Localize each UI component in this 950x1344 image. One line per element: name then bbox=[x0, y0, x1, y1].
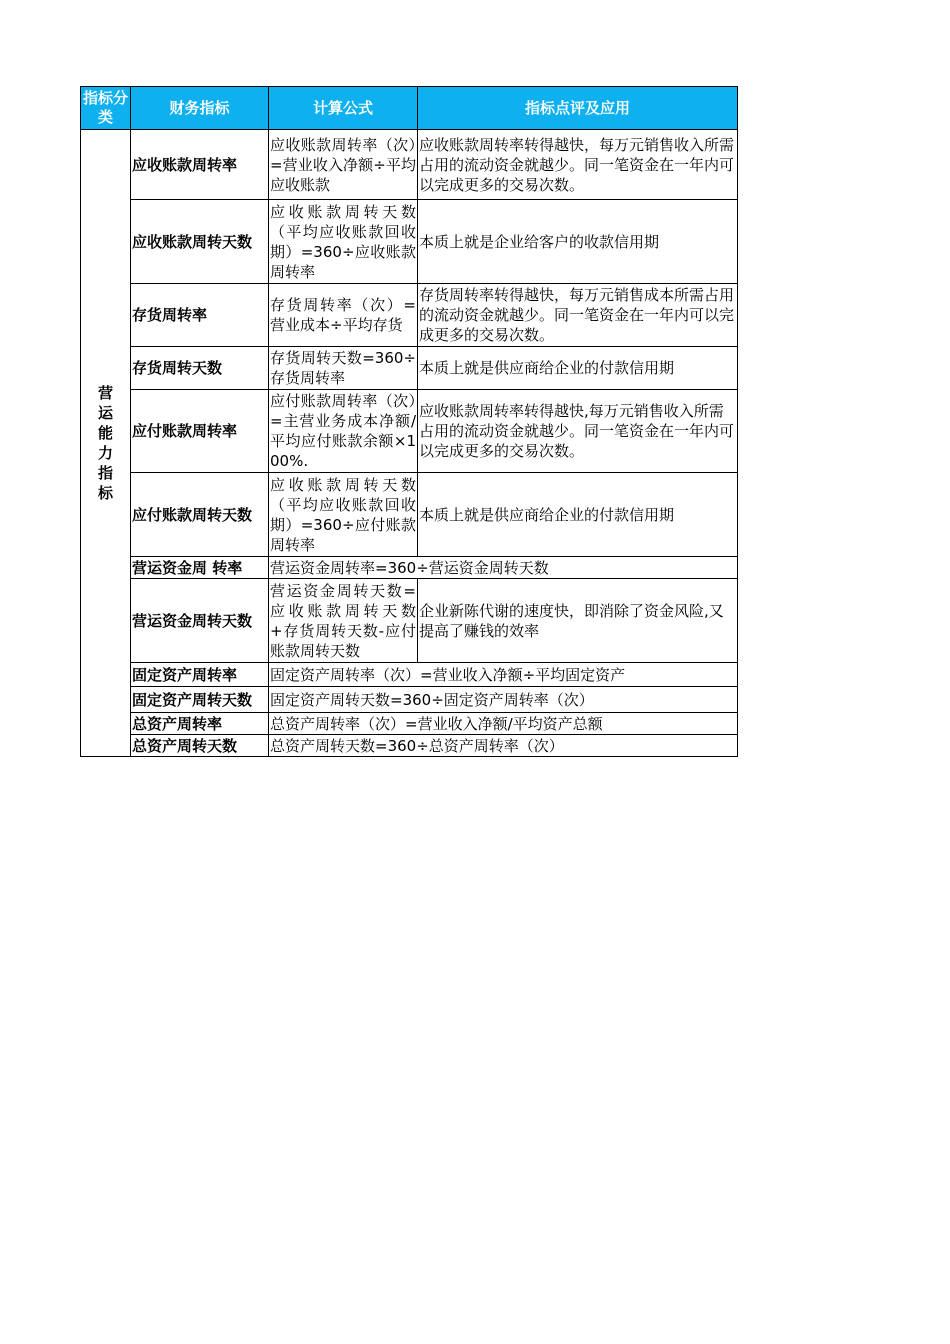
formula-cell: 总资产周转率（次）=营业收入净额/平均资产总额 bbox=[269, 713, 738, 735]
indicator-name: 应付账款周转天数 bbox=[131, 473, 269, 557]
formula-cell: 营运资金周转率=360÷营运资金周转天数 bbox=[269, 557, 738, 579]
header-row bbox=[81, 87, 738, 130]
indicator-name: 固定资产周转天数 bbox=[131, 687, 269, 713]
header-category: 指标分类 bbox=[81, 87, 131, 130]
comment-cell: 本质上就是供应商给企业的付款信用期 bbox=[418, 347, 738, 390]
formula-cell: 总资产周转天数=360÷总资产周转率（次） bbox=[269, 735, 738, 757]
table-row bbox=[81, 579, 738, 663]
table-row bbox=[81, 390, 738, 473]
indicator-name: 固定资产周转率 bbox=[131, 663, 269, 687]
formula-cell: 存货周转天数=360÷存货周转率 bbox=[269, 347, 418, 390]
table-row bbox=[81, 713, 738, 735]
table-row bbox=[81, 735, 738, 757]
comment-cell: 本质上就是供应商给企业的付款信用期 bbox=[418, 473, 738, 557]
indicator-table bbox=[80, 86, 738, 757]
indicator-name: 应收账款周转率 bbox=[131, 130, 269, 200]
comment-cell: 应收账款周转率转得越快,每万元销售收入所需占用的流动资金就越少。同一笔资金在一年内可以完成更多的交易次数。 bbox=[418, 390, 738, 473]
header-comment: 指标点评及应用 bbox=[418, 87, 738, 130]
comment-cell: 应收账款周转率转得越快，每万元销售收入所需占用的流动资金就越少。同一笔资金在一年内可以完成更多的交易次数。 bbox=[418, 130, 738, 200]
table-row bbox=[81, 130, 738, 200]
category-label: 营运能力指标 bbox=[97, 384, 113, 502]
table-row bbox=[81, 557, 738, 579]
indicator-name: 应收账款周转天数 bbox=[131, 200, 269, 284]
table-row bbox=[81, 663, 738, 687]
indicator-name: 存货周转天数 bbox=[131, 347, 269, 390]
indicator-name: 总资产周转天数 bbox=[131, 735, 269, 757]
header-indicator: 财务指标 bbox=[131, 87, 269, 130]
formula-cell: 应收账款周转天数（平均应收账款回收期）=360÷应收账款周转率 bbox=[269, 200, 418, 284]
indicator-name: 营运资金周转天数 bbox=[131, 579, 269, 663]
indicator-name: 营运资金周 转率 bbox=[131, 557, 269, 579]
table-row bbox=[81, 473, 738, 557]
indicator-name: 应付账款周转率 bbox=[131, 390, 269, 473]
comment-cell: 本质上就是企业给客户的收款信用期 bbox=[418, 200, 738, 284]
table-row bbox=[81, 200, 738, 284]
category-cell bbox=[81, 130, 131, 757]
indicator-name: 总资产周转率 bbox=[131, 713, 269, 735]
formula-cell: 应收账款周转天数（平均应收账款回收期）=360÷应付账款周转率 bbox=[269, 473, 418, 557]
table-row bbox=[81, 284, 738, 347]
formula-cell: 应付账款周转率（次）=主营业务成本净额/平均应付账款余额×100%. bbox=[269, 390, 418, 473]
formula-cell: 固定资产周转天数=360÷固定资产周转率（次） bbox=[269, 687, 738, 713]
formula-cell: 存货周转率（次）=营业成本÷平均存货 bbox=[269, 284, 418, 347]
header-formula: 计算公式 bbox=[269, 87, 418, 130]
comment-cell: 存货周转率转得越快，每万元销售成本所需占用的流动资金就越少。同一笔资金在一年内可以完成更多的交易次数。 bbox=[418, 284, 738, 347]
indicator-name: 存货周转率 bbox=[131, 284, 269, 347]
table-row bbox=[81, 347, 738, 390]
table-row bbox=[81, 687, 738, 713]
formula-cell: 应收账款周转率（次）=营业收入净额÷平均应收账款 bbox=[269, 130, 418, 200]
formula-cell: 固定资产周转率（次）=营业收入净额÷平均固定资产 bbox=[269, 663, 738, 687]
comment-cell: 企业新陈代谢的速度快，即消除了资金风险,又提高了赚钱的效率 bbox=[418, 579, 738, 663]
formula-cell: 营运资金周转天数=应收账款周转天数+存货周转天数-应付账款周转天数 bbox=[269, 579, 418, 663]
